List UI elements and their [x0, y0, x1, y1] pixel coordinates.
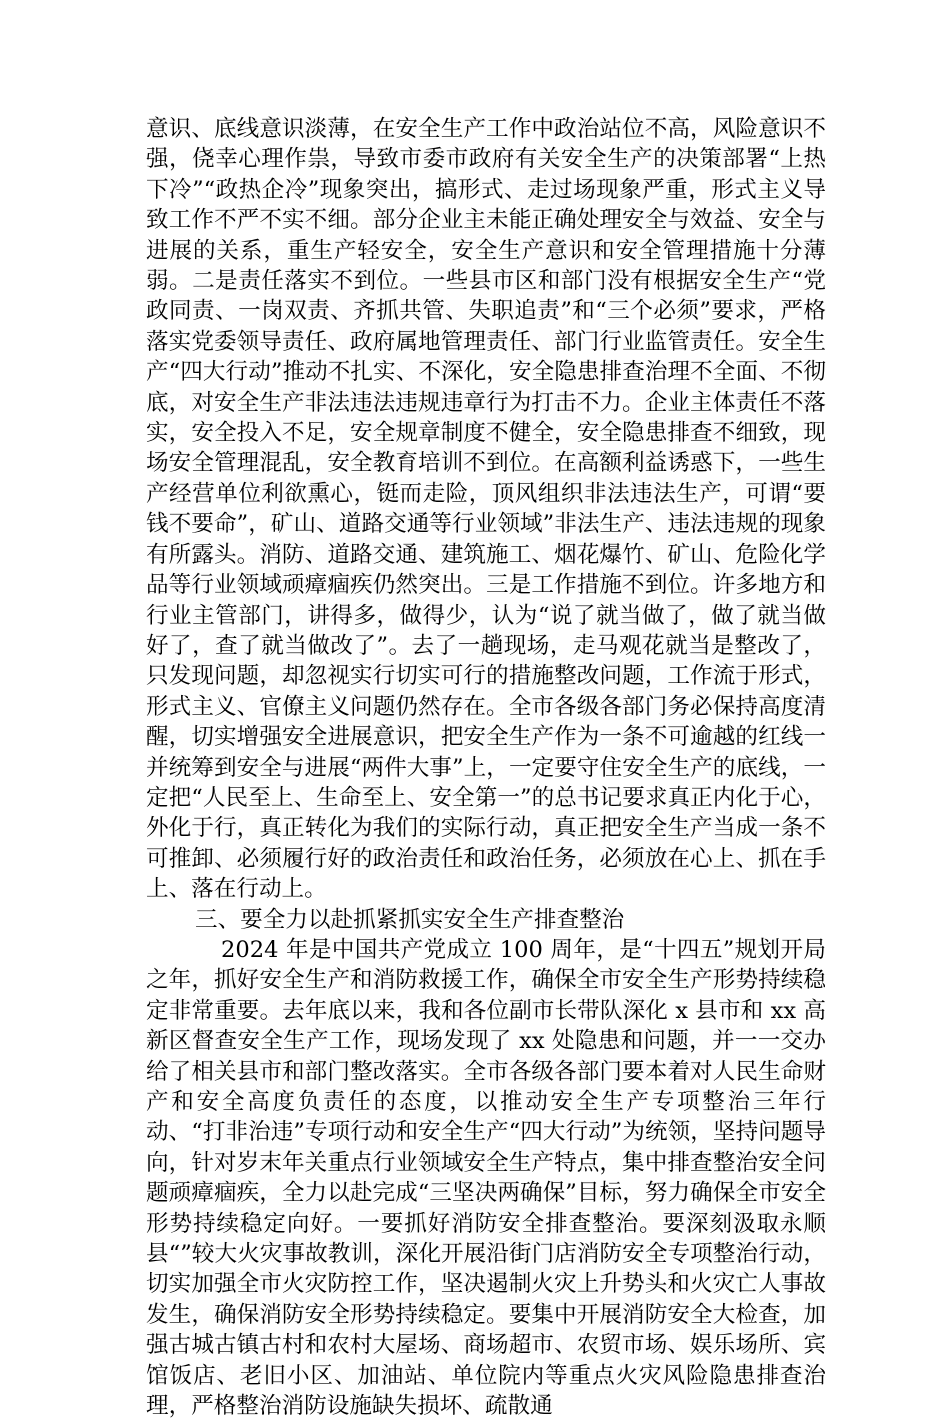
body-paragraph: 意识、底线意识淡薄，在安全生产工作中政治站位不高，风险意识不强，侥幸心理作祟，导致市委市政府有关安全生产的决策部署“上热下冷”“政热企冷”现象突出，搞形式、走过场现象严重，形式主义导致工作不严不实不细。部分企业主未能正确处理安全与效益、安全与进展的关系，重生产轻安全，安全生产意识和安全管理措施十分薄弱。二是责任落实不到位。一些县市区和部门没有根据安全生产“党政同责、一岗双责、齐抓共管、失职追责”和“三个必须”要求，严格落实党委领导责任、政府属地管理责任、部门行业监管责任。安全生产“四大行动”推动不扎实、不深化，安全隐患排查治理不全面、不彻底，对安全生产非法违法违规违章行为打击不力。企业主体责任不落实，安全投入不足，安全规章制度不健全，安全隐患排查不细致，现场安全管理混乱，安全教育培训不到位。在高额利益诱惑下，一些生产经营单位利欲熏心，铤而走险，顶风组织非法违法生产，可谓“要钱不要命”，矿山、道路交通等行业领域”非法生产、违法违规的现象有所露头。消防、道路交通、建筑施工、烟花爆竹、矿山、危险化学品等行业领域顽瘴痼疾仍然突出。三是工作措施不到位。许多地方和行业主管部门，讲得多，做得少，认为“说了就当做了，做了就当做好了，查了就当做改了”。去了一趟现场，走马观花就当是整改了，只发现问题，却忽视实行切实可行的措施整改问题，工作流于形式，形式主义、官僚主义问题仍然存在。全市各级各部门务必保持高度清醒，切实增强安全进展意识，把安全生产作为一条不可逾越的红线一并统筹到安全与进展“两件大事”上，一定要守住安全生产的底线，一定把“人民至上、生命至上、安全第一”的总书记要求真正内化于心，外化于行，真正转化为我们的实际行动，真正把安全生产当成一条不可推卸、必须履行好的政治责任和政治任务，必须放在心上、抓在手上、落在行动上。: [146, 116, 826, 903]
section-heading: 三、要全力以赴抓紧抓实安全生产排查整治: [195, 906, 625, 933]
document-page: [146, 114, 826, 1421]
body-paragraph: 2024 年是中国共产党成立 100 周年，是“十四五”规划开局之年，抓好安全生产和消防救援工作，确保全市安全生产形势持续稳定非常重要。去年底以来，我和各位副市长带队深化 x 县市和 xx 高新区督查安全生产工作，现场发现了 xx 处隐患和问题，并一一交办给了相关县市和部门整改落实。全市各级各部门要本着对人民生命财产和安全高度负责任的态度，以推动安全生产专项整治三年行动、“打非治违”专项行动和安全生产“四大行动”为统领，坚持问题导向，针对岁末年关重点行业领域安全生产特点，集中排查整治安全问题顽瘴痼疾，全力以赴完成“三坚决两确保”目标，努力确保全市安全形势持续稳定向好。一要抓好消防安全排查整治。要深刻汲取永顺县“”较大火灾事故教训，深化开展沿街门店消防安全专项整治行动，切实加强全市火灾防控工作，坚决遏制火灾上升势头和火灾亡人事故发生，确保消防安全形势持续稳定。要集中开展消防安全大检查，加强古城古镇古村和农村大屋场、商场超市、农贸市场、娱乐场所、宾馆饭店、老旧小区、加油站、单位院内等重点火灾风险隐患排查治理，严格整治消防设施缺失损坏、疏散通: [146, 936, 826, 1420]
